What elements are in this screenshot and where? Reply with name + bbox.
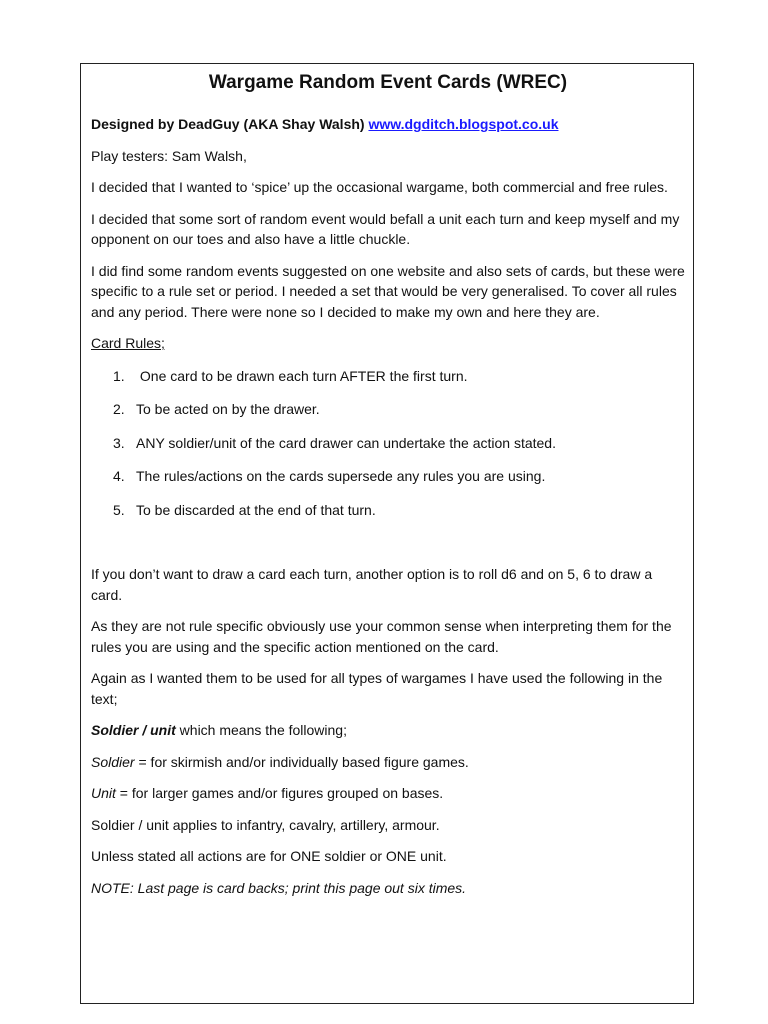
soldier-term: Soldier: [91, 753, 135, 770]
designer-credit: [91, 114, 685, 135]
spacer: [91, 533, 685, 564]
play-testers: Play testers: Sam Walsh,: [91, 147, 247, 164]
document-page: [80, 63, 694, 1004]
list-item: [91, 399, 685, 420]
list-item-number: 4.: [113, 468, 125, 484]
soldier-def: = for skirmish and/or individually based figure games.: [134, 753, 469, 770]
list-item-text: To be discarded at the end of that turn.: [136, 501, 376, 518]
soldier-unit-term: Soldier / unit: [91, 722, 176, 738]
unit-term: Unit: [91, 785, 116, 801]
soldier-definition: [91, 752, 685, 773]
intro-paragraph-2: I decided that some sort of random event would befall a unit each turn and keep myself and my opponent on our toes and also have a little chuckle.: [91, 210, 680, 247]
intro-paragraph-1: I decided that I wanted to ‘spice’ up the occasional wargame, both commercial and free rules.: [91, 179, 668, 195]
list-item: [91, 366, 685, 387]
list-item-text: ANY soldier/unit of the card drawer can undertake the action stated.: [136, 434, 556, 451]
document-title: Wargame Random Event Cards (WREC): [208, 72, 568, 93]
list-item-number: 2.: [113, 401, 125, 417]
list-item-number: 1.: [113, 367, 125, 384]
unit-def: = for larger games and/or figures grouped on bases.: [115, 785, 444, 801]
after-paragraph-2: As they are not rule specific obviously use your common sense when interpreting them for the rules you are using and the specific action mentioned on the card.: [91, 618, 672, 655]
intro-paragraph-3: I did find some random events suggested on one website and also sets of cards, but these were specific to a rule set or period. I needed a set that would be very generalised. To cover all rules and any period. There were none so I decided to make my own and here they are.: [91, 262, 685, 320]
unit-definition: [91, 783, 685, 804]
soldier-unit-definition: [91, 720, 685, 741]
note-text: NOTE: Last page is card backs; print this page out six times.: [91, 879, 467, 896]
after-paragraph-3: Again as I wanted them to be used for all types of wargames I have used the following in the text;: [91, 670, 663, 707]
list-item: [91, 433, 685, 454]
list-item-number: 5.: [113, 501, 125, 518]
card-rules-list: [91, 366, 685, 521]
unless-text: Unless stated all actions are for ONE soldier or ONE unit.: [91, 848, 447, 864]
designer-link[interactable]: www.dgditch.blogspot.co.uk: [368, 116, 559, 132]
list-item: [91, 500, 685, 521]
after-paragraph-1: If you don’t want to draw a card each turn, another option is to roll d6 and on 5, 6 to draw a card.: [91, 566, 653, 603]
card-rules-heading: Card Rules;: [91, 335, 165, 351]
applies-text: Soldier / unit applies to infantry, cavalry, artillery, armour.: [91, 816, 440, 833]
list-item-text: One card to be drawn each turn AFTER the first turn.: [136, 367, 468, 384]
list-item-text: The rules/actions on the cards supersede any rules you are using.: [136, 468, 546, 484]
document-content: [91, 72, 685, 909]
list-item-number: 3.: [113, 434, 125, 451]
list-item: [91, 466, 685, 487]
designer-text: Designed by DeadGuy (AKA Shay Walsh): [91, 116, 369, 132]
soldier-unit-rest: which means the following;: [175, 722, 347, 738]
list-item-text: To be acted on by the drawer.: [136, 401, 320, 417]
